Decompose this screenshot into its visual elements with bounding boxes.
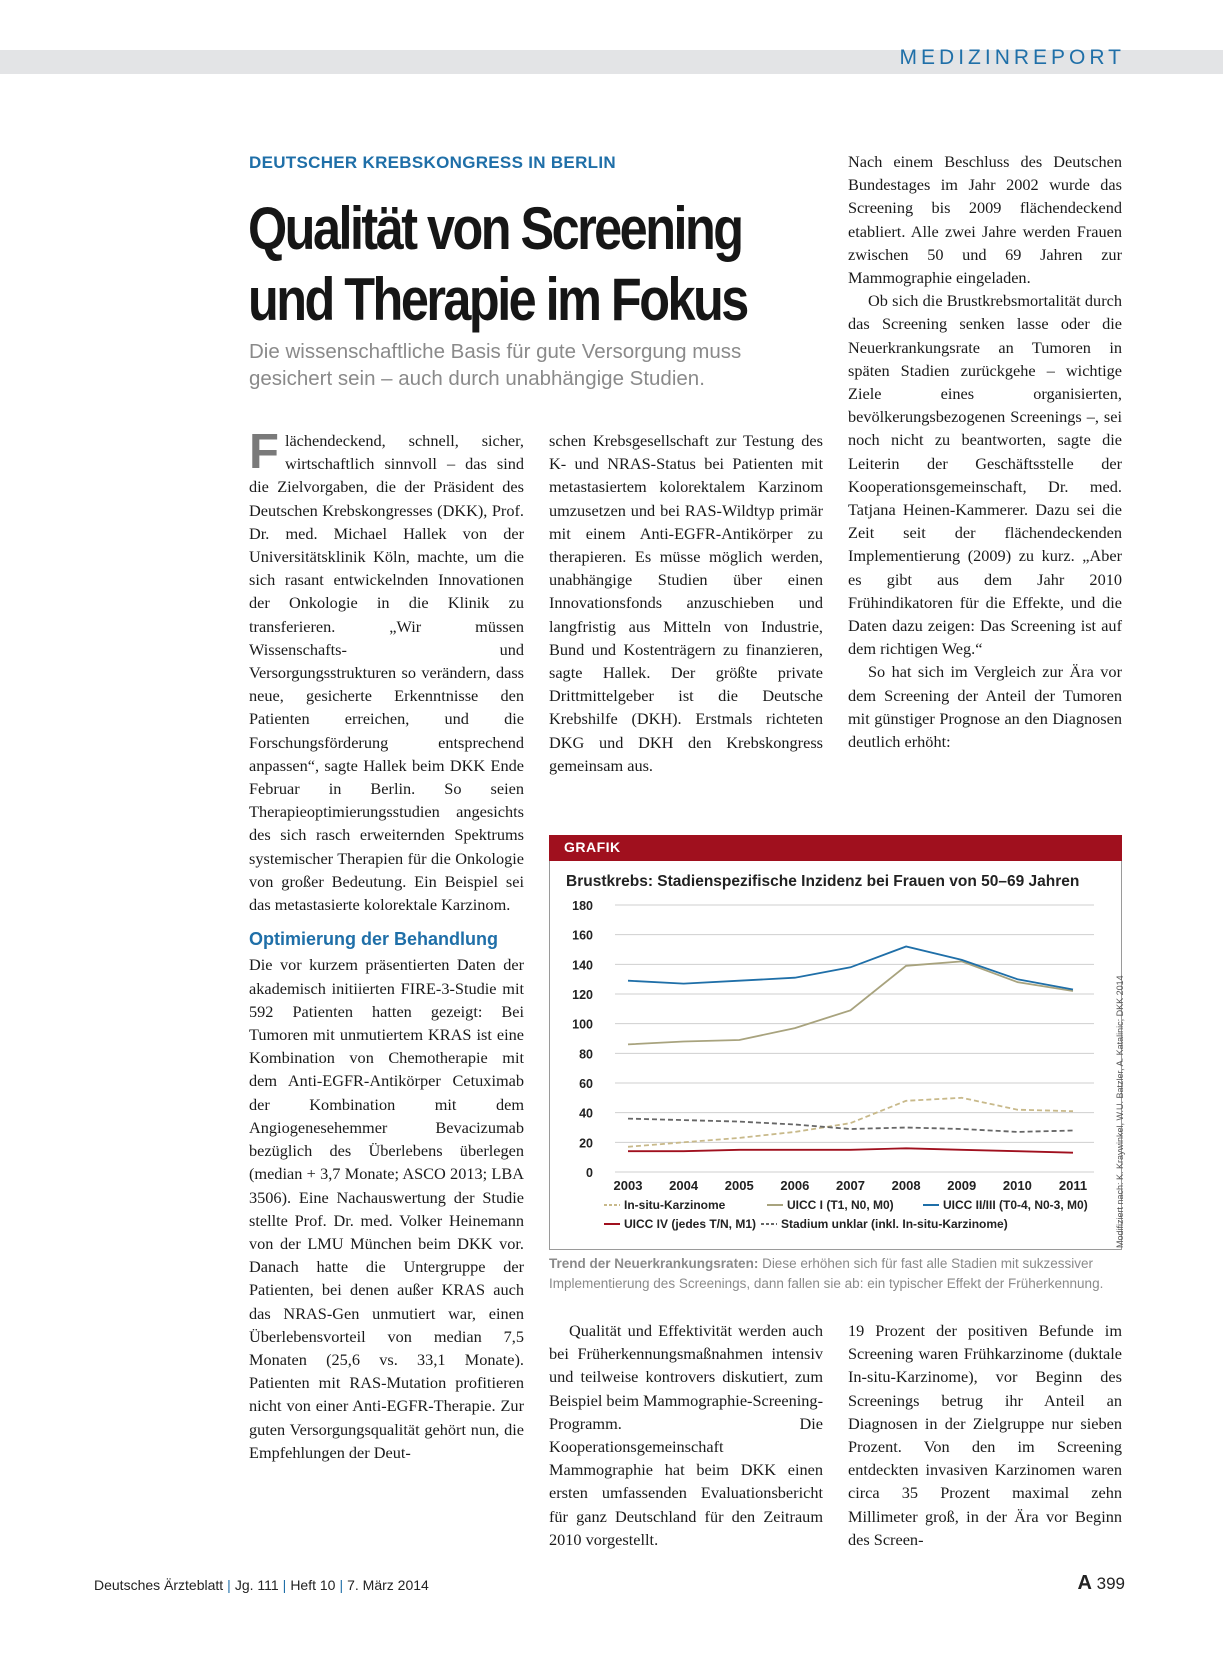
y-tick-label: 60 xyxy=(579,1077,593,1091)
paragraph-befunde: 19 Prozent der positiven Befunde im Screening waren Frühkarzinome (duktale In-situ-Karzinome), vor Beginn des Screenings betrug ihr Anteil an Diagnosen in der Zielgruppe nur sieben Prozent. Von den im Screening entdeckten invasiven Karzinomen waren circa 35 Prozent maximal zehn Millimeter groß, in der Ära vor Beginn des Screen- xyxy=(848,1321,1122,1549)
y-tick-label: 180 xyxy=(572,899,593,913)
x-tick-label: 2011 xyxy=(1058,1178,1088,1193)
section-heading: Optimierung der Behandlung xyxy=(249,929,499,950)
article-title-line-2: und Therapie im Fokus xyxy=(248,266,747,333)
series-line xyxy=(628,1098,1073,1147)
footer-volume: Jg. 111 xyxy=(234,1577,279,1593)
y-tick-label: 0 xyxy=(586,1166,593,1180)
series-line xyxy=(628,1148,1073,1152)
x-tick-label: 2003 xyxy=(613,1178,643,1193)
article-title-line-1: Qualität von Screening xyxy=(248,195,742,262)
y-tick-label: 40 xyxy=(579,1106,593,1121)
figure-caption xyxy=(549,1254,1129,1294)
x-tick-label: 2009 xyxy=(947,1178,977,1193)
y-tick-label: 100 xyxy=(572,1017,593,1032)
series-line xyxy=(628,1119,1073,1132)
caption-text: Diese erhöhen sich für fast alle Stadien mit sukzessiver Implementierung des Screenings, dann fallen sie ab: ein typischer Effekt der Früherkennung. xyxy=(549,1256,1104,1291)
page-prefix: A xyxy=(1077,1572,1092,1594)
figure-header-band xyxy=(549,835,1122,861)
paragraph-intro xyxy=(249,425,524,916)
column-2 xyxy=(549,429,823,777)
chart-title: Brustkrebs: Stadienspezifische Inzidenz bei Frauen von 50–69 Jahren xyxy=(566,873,1080,890)
section-label: MEDIZINREPORT xyxy=(899,46,1125,69)
y-tick-label: 160 xyxy=(572,928,593,943)
paragraph-intro-text: lächendeckend, schnell, sicher, wirtschaftlich sinnvoll – das sind die Zielvorgaben, die der Präsident des Deutschen Krebskongresses (DKK), Prof. Dr. med. Michael Hallek von der Universitätsklinik Köln, machte, um die sich rasant entwickelnden Innovationen der Onkologie in die Klinik zu transferieren. „Wir müssen Wissenschafts- und Versorgungsstrukturen so verändern, dass neue, gesicherte Erkenntnisse den Patienten erreichen, und die Forschungsförderung entsprechend anpassen“, sagte Hallek beim DKK Ende Februar in Berlin. So seien Therapieoptimierungsstudien angesichts des sich rasch erweiternden Spektrums systemischer Therapien für die Onkologie von großer Bedeutung. Ein Beispiel sei das metastasierte kolorektale Karzinom. xyxy=(249,431,524,915)
column-1 xyxy=(249,425,524,1464)
x-tick-label: 2007 xyxy=(836,1178,865,1193)
column-3-bottom xyxy=(848,1319,1122,1551)
x-tick-label: 2006 xyxy=(780,1178,810,1193)
article-title xyxy=(248,193,747,335)
paragraph-qualitaet: Qualität und Effektivität werden auch bei Früherkennungsmaßnahmen intensiv und teilweise kontrovers diskutiert, zum Beispiel beim Mammographie-Screening-Programm. Die Kooperationsgemeinschaft Mammographie hat beim DKK einen ersten umfassenden Evaluationsbericht für ganz Deutschland für den Zeitraum 2010 vorgestellt. xyxy=(549,1321,823,1549)
column-3 xyxy=(848,150,1122,753)
dropcap: F xyxy=(249,425,279,479)
paragraph-mortalitaet: Ob sich die Brustkrebsmortalität durch das Screening senken lasse oder die Neuerkrankungsrate an Tumoren in späten Stadien zurückgehe – wichtige Ziele eines organisierten, bevölkerungsbezogenen Screenings –, sei noch nicht zu beantworten, sagte die Leiterin der Geschäftsstelle der Kooperationsgemeinschaft, Dr. med. Tatjana Heinen-Kammerer. Dazu sei die Zeit seit der flächendeckenden Implementierung (2009) zu kurz. „Aber es gibt aus dem Jahr 2010 Frühindikatoren für die Effekte, und die Daten dazu zeigen: Das Screening ist auf dem richtigen Weg.“ xyxy=(848,291,1122,659)
y-tick-label: 140 xyxy=(572,958,593,973)
page-number-value: 399 xyxy=(1096,1574,1125,1593)
paragraph-fire3: Die vor kurzem präsentierten Daten der akademisch initiierten FIRE-3-Studie mit 592 Patienten hatten gezeigt: Bei Tumoren mit unmutiertem KRAS ist eine Kombination von Chemotherapie mit dem Anti-EGFR-Antikörper Cetuximab der Kombination mit dem Angiogenesehemmer Bevacizumab bezüglich des Überlebens überlegen (median + 3,7 Monate; ASCO 2013; LBA 3506). Eine Nachauswertung der Studie stellte Prof. Dr. med. Volker Heinemann von der LMU München beim DKK vor. Danach hatte die Untergruppe der Patienten, bei denen außer KRAS auch das NRAS-Gen unmutiert war, einen Überlebensvorteil von median 7,5 Monaten (25,6 vs. 33,1 Monate). Patienten mit RAS-Mutation profitieren nicht von einer Anti-EGFR-Therapie. Zur guten Versorgungsqualität gehört nun, die Empfehlungen der Deut- xyxy=(249,955,524,1462)
x-tick-label: 2005 xyxy=(724,1178,754,1193)
footer-separator: | xyxy=(339,1577,344,1593)
footer-separator: | xyxy=(227,1577,231,1593)
x-tick-label: 2004 xyxy=(669,1178,699,1193)
paragraph-vergleich: So hat sich im Vergleich zur Ära vor dem Screening der Anteil der Tumoren mit günstiger Prognose an den Diagnosen deutlich erhöht: xyxy=(848,662,1122,752)
legend-label: UICC IV (jedes T/N, M1) xyxy=(624,1217,757,1231)
footer-journal: Deutsches Ärzteblatt xyxy=(94,1577,224,1593)
x-tick-label: 2010 xyxy=(1002,1178,1032,1193)
paragraph-krebsgesellschaft: schen Krebsgesellschaft zur Testung des K- und NRAS-Status bei Patienten mit metastasiertem kolorektalem Karzinom umzusetzen und bei RAS-Wildtyp primär mit einem Anti-EGFR-Antikörper zu therapieren. Es müsse möglich werden, unabhängige Studien über einen Innovationsfonds anzuschieben und langfristig aus Mitteln von Industrie, Bund und Kostenträgern zu finanzieren, sagte Hallek. Der größte private Drittmittelgeber ist die Deutsche Krebshilfe (DKH). Erstmals richteten DKG und DKH den Krebskongress gemeinsam aus. xyxy=(549,431,823,775)
footer-date: 7. März 2014 xyxy=(347,1577,429,1593)
legend-label: UICC I (T1, N0, M0) xyxy=(787,1198,894,1212)
footer xyxy=(94,1577,429,1593)
figure-label: GRAFIK xyxy=(564,839,621,855)
article-subtitle: Die wissenschaftliche Basis für gute Versorgung muss gesichert sein – auch durch unabhängige Studien. xyxy=(249,340,742,390)
legend-label: Stadium unklar (inkl. In-situ-Karzinome) xyxy=(781,1217,1008,1231)
footer-separator: | xyxy=(282,1577,287,1593)
x-tick-label: 2008 xyxy=(891,1178,921,1193)
caption-lead: Trend der Neuerkrankungsraten: xyxy=(549,1256,759,1271)
article-kicker: DEUTSCHER KREBSKONGRESS IN BERLIN xyxy=(249,153,616,172)
y-tick-label: 120 xyxy=(572,988,593,1002)
figure-credit: Modifiziert nach: K. Kraywinkel, W.U. Batzler, A. Katalinic; DKK 2014 xyxy=(1115,975,1125,1248)
page-number xyxy=(1077,1572,1125,1595)
series-line xyxy=(628,961,1073,1044)
line-chart xyxy=(549,861,1122,1246)
y-tick-label: 80 xyxy=(579,1047,593,1062)
legend-label: In-situ-Karzinome xyxy=(624,1198,726,1212)
paragraph-bundestag: Nach einem Beschluss des Deutschen Bundestages im Jahr 2002 wurde das Screening bis 2009 flächendeckend etabliert. Alle zwei Jahre werden Frauen zwischen 50 und 69 Jahren zur Mammographie eingeladen. xyxy=(848,152,1122,288)
footer-issue: Heft 10 xyxy=(290,1577,336,1593)
y-tick-label: 20 xyxy=(579,1136,593,1151)
column-2-bottom xyxy=(549,1319,823,1551)
series-line xyxy=(628,947,1073,990)
legend-label: UICC II/III (T0-4, N0-3, M0) xyxy=(943,1198,1088,1212)
